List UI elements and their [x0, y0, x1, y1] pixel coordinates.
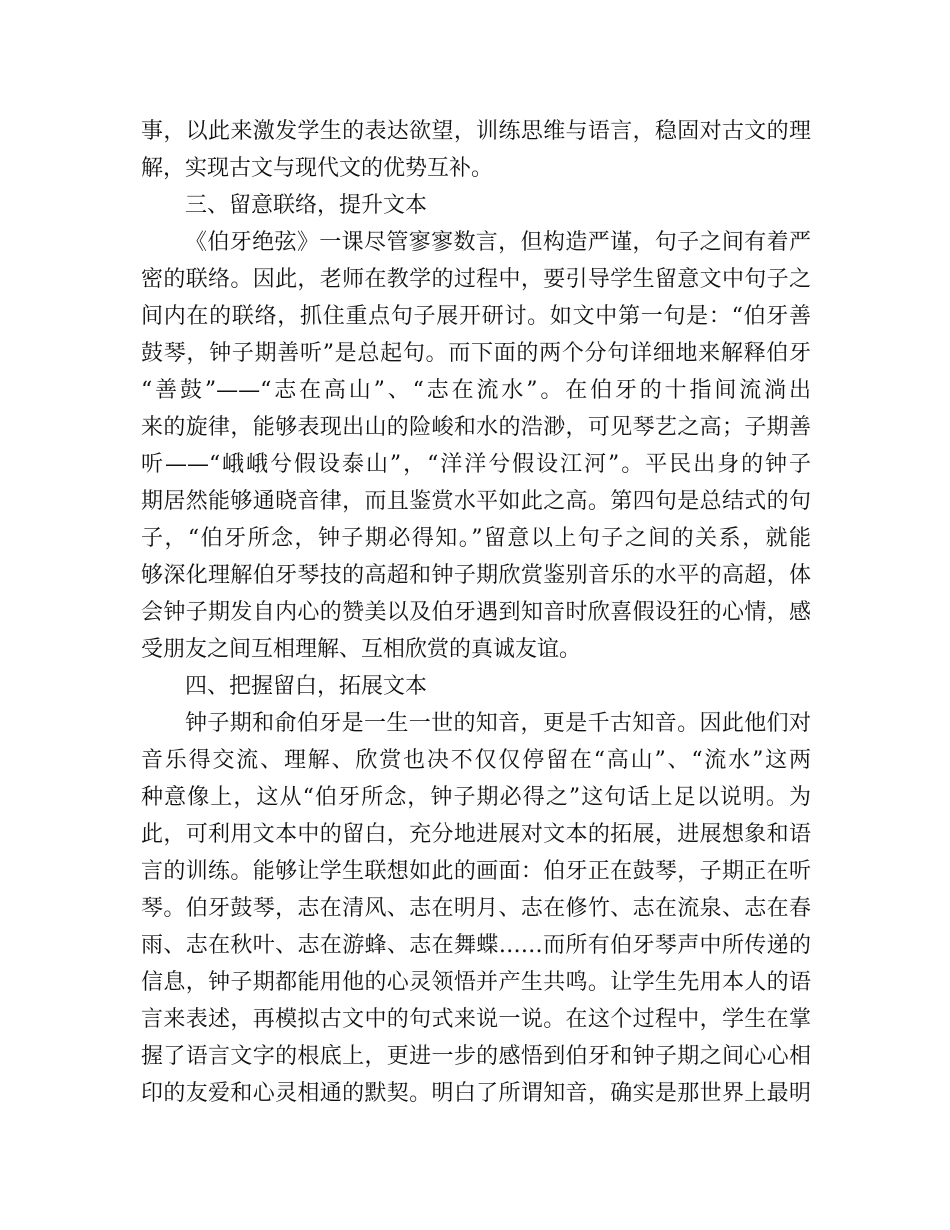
paragraph-line: 此，可利用文本中的留白，充分地进展对文本的拓展，进展想象和语 [141, 822, 811, 847]
paragraph-line: 受朋友之间互相理解、互相欣赏的真诚友谊。 [141, 637, 582, 662]
paragraph-line: 握了语言文字的根底上，更进一步的感悟到伯牙和钟子期之间心心相 [141, 1044, 811, 1069]
paragraph-line: 解，实现古文与现代文的优势互补。 [141, 156, 494, 181]
paragraph-line: 够深化理解伯牙琴技的高超和钟子期欣赏鉴别音乐的水平的高超，体 [141, 563, 811, 588]
paragraph-line: 钟子期和俞伯牙是一生一世的知音，更是千古知音。因此他们对 [185, 711, 811, 736]
paragraph-line: 间内在的联络，抓住重点句子展开研讨。如文中第一句是：“伯牙善 [141, 304, 811, 329]
paragraph-line: 音乐得交流、理解、欣赏也决不仅仅停留在“高山”、“流水”这两 [141, 748, 811, 773]
paragraph-line: 听——“峨峨兮假设泰山”，“洋洋兮假设江河”。平民出身的钟子 [141, 452, 811, 477]
paragraph-line: 来的旋律，能够表现出山的险峻和水的浩渺，可见琴艺之高；子期善 [141, 415, 811, 440]
paragraph-line: 会钟子期发自内心的赞美以及伯牙遇到知音时欣喜假设狂的心情，感 [141, 600, 811, 625]
paragraph-line: 事，以此来激发学生的表达欲望，训练思维与语言，稳固对古文的理 [141, 119, 811, 144]
paragraph-line: 印的友爱和心灵相通的默契。明白了所谓知音，确实是那世界上最明 [141, 1081, 811, 1106]
paragraph-line: 言的训练。能够让学生联想如此的画面：伯牙正在鼓琴，子期正在听 [141, 859, 811, 884]
paragraph-line: 期居然能够通晓音律，而且鉴赏水平如此之高。第四句是总结式的句 [141, 489, 811, 514]
paragraph-line: 密的联络。因此，老师在教学的过程中，要引导学生留意文中句子之 [141, 267, 811, 292]
section-heading: 三、留意联络，提升文本 [185, 193, 428, 218]
paragraph-line: 琴。伯牙鼓琴，志在清风、志在明月、志在修竹、志在流泉、志在春 [141, 896, 811, 921]
paragraph-line: 鼓琴，钟子期善听”是总起句。而下面的两个分句详细地来解释伯牙 [141, 341, 811, 366]
paragraph-line: 《伯牙绝弦》一课尽管寥寥数言，但构造严谨，句子之间有着严 [185, 230, 811, 255]
paragraph-line: 言来表述，再模拟古文中的句式来说一说。在这个过程中，学生在掌 [141, 1007, 811, 1032]
paragraph-line: “善鼓”——“志在高山”、“志在流水”。在伯牙的十指间流淌出 [141, 378, 811, 403]
section-heading: 四、把握留白，拓展文本 [185, 674, 428, 699]
paragraph-line: 种意像上，这从“伯牙所念，钟子期必得之”这句话上足以说明。为 [141, 785, 811, 810]
paragraph-line: 雨、志在秋叶、志在游蜂、志在舞蝶……而所有伯牙琴声中所传递的 [141, 933, 811, 958]
paragraph-line: 信息，钟子期都能用他的心灵领悟并产生共鸣。让学生先用本人的语 [141, 970, 811, 995]
document-body [141, 113, 811, 1112]
paragraph-line: 子，“伯牙所念，钟子期必得知。”留意以上句子之间的关系，就能 [141, 526, 811, 551]
